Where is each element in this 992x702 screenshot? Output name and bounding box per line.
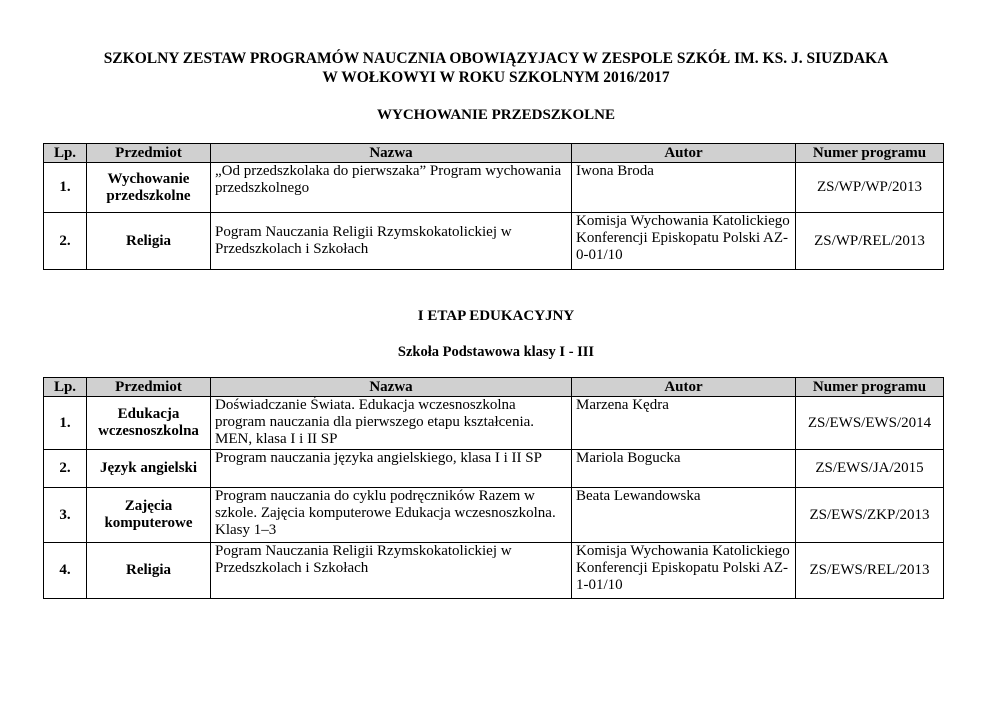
column-header-lp: Lp. xyxy=(44,144,87,163)
cell-nazwa: Doświadczanie Świata. Edukacja wczesnoszkolna program nauczania dla pierwszego etapu kształcenia. MEN, klasa I i II SP xyxy=(211,397,572,450)
cell-numer: ZS/EWS/ZKP/2013 xyxy=(796,488,944,543)
cell-lp: 2. xyxy=(44,450,87,488)
cell-numer: ZS/WP/WP/2013 xyxy=(796,163,944,213)
column-header-nazwa: Nazwa xyxy=(211,378,572,397)
table-row xyxy=(44,450,944,488)
cell-lp: 4. xyxy=(44,543,87,599)
cell-przedmiot: Religia xyxy=(87,543,211,599)
cell-autor: Komisja Wychowania Katolickiego Konferencji Episkopatu Polski AZ-0-01/10 xyxy=(572,213,796,270)
section-subheading-szkola-podstawowa: Szkoła Podstawowa klasy I - III xyxy=(397,344,595,360)
cell-nazwa: Program nauczania języka angielskiego, klasa I i II SP xyxy=(211,450,572,488)
cell-autor: Komisja Wychowania Katolickiego Konferencji Episkopatu Polski AZ-1-01/10 xyxy=(572,543,796,599)
cell-lp: 3. xyxy=(44,488,87,543)
cell-autor: Mariola Bogucka xyxy=(572,450,796,488)
table-wychowanie-przedszkolne xyxy=(43,143,944,270)
section-heading-etap-edukacyjny: I ETAP EDUKACYJNY xyxy=(417,308,575,324)
column-header-autor: Autor xyxy=(572,144,796,163)
cell-nazwa: Pogram Nauczania Religii Rzymskokatolickiej w Przedszkolach i Szkołach xyxy=(211,213,572,270)
cell-numer: ZS/EWS/REL/2013 xyxy=(796,543,944,599)
table-row xyxy=(44,543,944,599)
column-header-lp: Lp. xyxy=(44,378,87,397)
table-row xyxy=(44,213,944,270)
table-header-row xyxy=(44,144,944,163)
cell-przedmiot: Edukacja wczesnoszkolna xyxy=(87,397,211,450)
column-header-numer: Numer programu xyxy=(796,378,944,397)
table-i-etap-edukacyjny xyxy=(43,377,944,599)
cell-lp: 1. xyxy=(44,163,87,213)
cell-numer: ZS/WP/REL/2013 xyxy=(796,213,944,270)
column-header-przedmiot: Przedmiot xyxy=(87,378,211,397)
table-row xyxy=(44,163,944,213)
document-title-line-1: SZKOLNY ZESTAW PROGRAMÓW NAUCZNIA OBOWIĄZYJACY W ZESPOLE SZKÓŁ IM. KS. J. SIUZDAKA xyxy=(103,50,889,67)
cell-numer: ZS/EWS/JA/2015 xyxy=(796,450,944,488)
cell-przedmiot: Zajęcia komputerowe xyxy=(87,488,211,543)
column-header-numer: Numer programu xyxy=(796,144,944,163)
cell-lp: 2. xyxy=(44,213,87,270)
cell-autor: Beata Lewandowska xyxy=(572,488,796,543)
cell-przedmiot: Wychowanie przedszkolne xyxy=(87,163,211,213)
cell-numer: ZS/EWS/EWS/2014 xyxy=(796,397,944,450)
document-title-line-2: W WOŁKOWYI W ROKU SZKOLNYM 2016/2017 xyxy=(322,69,670,86)
cell-autor: Iwona Broda xyxy=(572,163,796,213)
section-heading-przedszkole: WYCHOWANIE PRZEDSZKOLNE xyxy=(377,107,615,123)
column-header-nazwa: Nazwa xyxy=(211,144,572,163)
table-header-row xyxy=(44,378,944,397)
cell-autor: Marzena Kędra xyxy=(572,397,796,450)
cell-przedmiot: Religia xyxy=(87,213,211,270)
table-row xyxy=(44,488,944,543)
cell-lp: 1. xyxy=(44,397,87,450)
column-header-przedmiot: Przedmiot xyxy=(87,144,211,163)
cell-nazwa: Program nauczania do cyklu podręczników Razem w szkole. Zajęcia komputerowe Edukacja wczesnoszkolna. Klasy 1–3 xyxy=(211,488,572,543)
cell-przedmiot: Język angielski xyxy=(87,450,211,488)
column-header-autor: Autor xyxy=(572,378,796,397)
table-row xyxy=(44,397,944,450)
cell-nazwa: Pogram Nauczania Religii Rzymskokatolickiej w Przedszkolach i Szkołach xyxy=(211,543,572,599)
cell-nazwa: „Od przedszkolaka do pierwszaka” Program wychowania przedszkolnego xyxy=(211,163,572,213)
